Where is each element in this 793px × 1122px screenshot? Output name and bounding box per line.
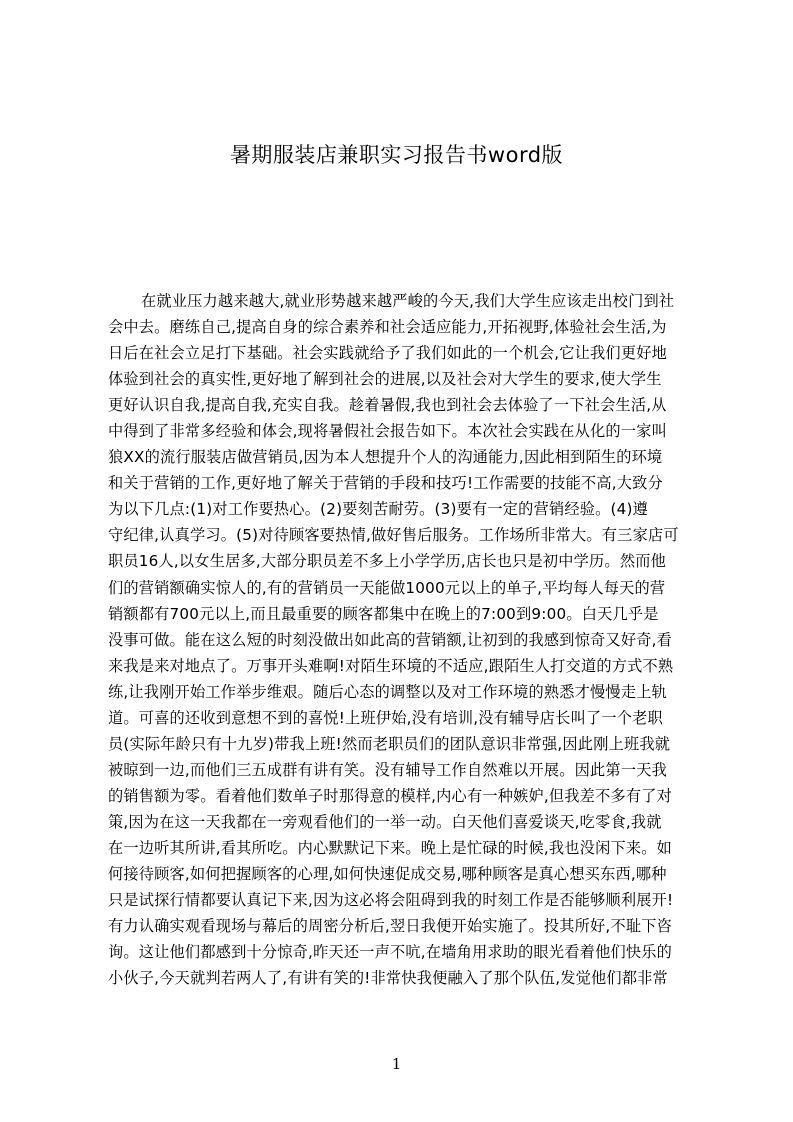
text-line: 何接待顾客,如何把握顾客的心理,如何快速促成交易,哪种顾客是真心想买东西,哪种 <box>108 865 667 884</box>
text-line: 们的营销额确实惊人的,有的营销员一天能做1000元以上的单子,平均每人每天的营 <box>108 578 666 597</box>
text-line: 守纪律,认真学习。(5)对待顾客要热情,做好售后服务。工作场所非常大。有三家店可 <box>108 526 679 545</box>
text-line: 有力认确实观看现场与幕后的周密分析后,翌日我便开始实施了。投其所好,不耻下咨 <box>108 917 673 936</box>
text-line: 小伙子,今天就判若两人了,有讲有笑的!非常快我便融入了那个队伍,发觉他们都非常 <box>108 969 668 988</box>
text-line: 来我是来对地点了。万事开头难啊!对陌生环境的不适应,跟陌生人打交道的方式不熟 <box>108 656 674 675</box>
text-line: 的销售额为零。看着他们数单子时那得意的模样,内心有一种嫉妒,但我差不多有了对 <box>108 786 673 805</box>
text-line: 职员16人,以女生居多,大部分职员差不多上小学学历,店长也只是初中学历。然而他 <box>108 552 666 571</box>
text-line: 更好认识自我,提高自我,充实自我。趁着暑假,我也到社会去体验了一下社会生活,从 <box>108 396 667 415</box>
text-line: 在一边听其所讲,看其所吃。内心默默记下来。晚上是忙碌的时候,我也没闲下来。如 <box>108 838 673 857</box>
text-line: 被晾到一边,而他们三五成群有讲有笑。没有辅导工作自然难以开展。因此第一天我 <box>108 760 667 779</box>
text-line: 日后在社会立足打下基础。社会实践就给予了我们如此的一个机会,它让我们更好地 <box>108 344 667 363</box>
text-line: 体验到社会的真实性,更好地了解到社会的进展,以及社会对大学生的要求,使大学生 <box>108 370 662 389</box>
text-line: 为以下几点:(1)对工作要热心。(2)要刻苦耐劳。(3)要有一定的营销经验。(4)遵 <box>108 500 649 519</box>
page-number: 1 <box>391 1055 402 1073</box>
text-line: 练,让我刚开始工作举步维艰。随后心态的调整以及对工作环境的熟悉才慢慢走上轨 <box>108 682 667 701</box>
text-line: 没事可做。能在这么短的时刻没做出如此高的营销额,让初到的我感到惊奇又好奇,看 <box>108 630 673 649</box>
text-line: 员(实际年龄只有十九岁)带我上班!然而老职员们的团队意识非常强,因此刚上班我就 <box>108 734 671 753</box>
text-line: 询。这让他们都感到十分惊奇,昨天还一声不吭,在墙角用求助的眼光看着他们快乐的 <box>108 943 673 962</box>
body-paragraph <box>108 288 699 991</box>
text-line: 只是试探行情都要认真记下来,因为这必将会阻碍到我的时刻工作是否能够顺利展开! <box>108 891 674 910</box>
text-line: 中得到了非常多经验和体会,现将暑假社会报告如下。本次社会实践在从化的一家叫 <box>108 422 667 441</box>
text-line: 策,因为在这一天我都在一旁观看他们的一举一动。白天他们喜爱谈天,吃零食,我就 <box>108 812 662 831</box>
text-line: 会中去。磨练自己,提高自身的综合素养和社会适应能力,开拓视野,体验社会生活,为 <box>108 318 667 337</box>
text-line: 销额都有700元以上,而且最重要的顾客都集中在晚上的7:00到9:00。白天几乎是 <box>108 604 659 623</box>
document-title: 暑期服装店兼职实习报告书word版 <box>229 143 564 167</box>
text-line: 和关于营销的工作,更好地了解关于营销的手段和技巧!工作需要的技能不高,大致分 <box>108 474 663 493</box>
text-line: 狼XX的流行服装店做营销员,因为本人想提升个人的沟通能力,因此相到陌生的环境 <box>108 448 663 467</box>
text-line: 道。可喜的还收到意想不到的喜悦!上班伊始,没有培训,没有辅导店长叫了一个老职 <box>108 708 663 727</box>
text-line: 在就业压力越来越大,就业形势越来越严峻的今天,我们大学生应该走出校门到社 <box>141 292 675 310</box>
